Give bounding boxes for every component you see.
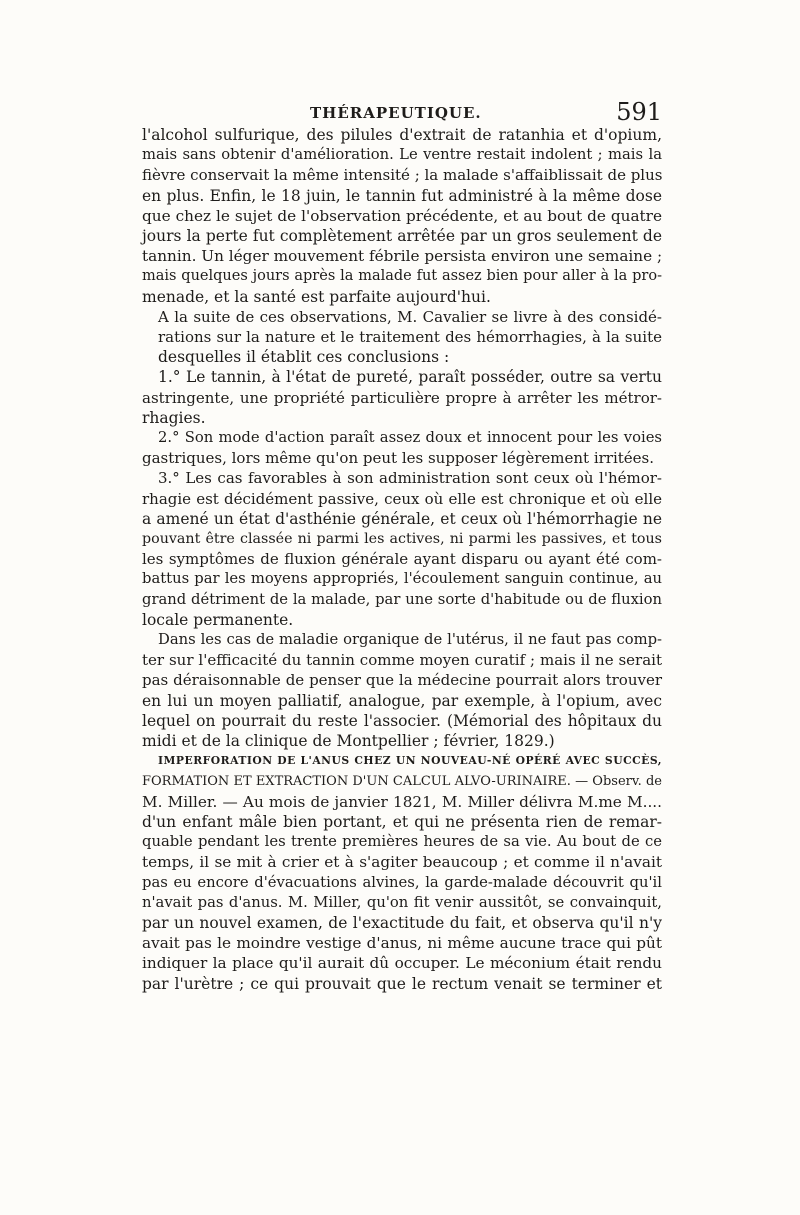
text-line: gastriques, lors même qu'on peut les supposer légèrement irritées. (142, 449, 655, 468)
text-line: en lui un moyen palliatif, analogue, par exemple, à l'opium, avec (142, 691, 662, 710)
text-line: tannin. Un léger mouvement fébrile persista environ une semaine ; (142, 247, 663, 266)
text-line: l'alcohol sulfurique, des pilules d'extrait de ratanhia et d'opium, (142, 126, 662, 144)
text-line: par un nouvel examen, de l'exactitude du fait, et observa qu'il n'y (142, 913, 662, 932)
paragraph-conclusion-3 (142, 468, 662, 630)
text-line: 3.° Les cas favorables à son administration sont ceux où l'hémor- (158, 469, 662, 488)
text-line: quable pendant les trente premières heures de sa vie. Au bout de ce (142, 833, 662, 851)
text-line: temps, il se mit à crier et à s'agiter beaucoup ; et comme il n'avait (142, 853, 662, 872)
page-body (142, 125, 662, 994)
text-line: jours la perte fut complètement arrêtée par un gros seulement de (142, 227, 662, 246)
paragraph-imperforation (142, 751, 662, 993)
text-line: a amené un état d'asthénie générale, et ceux où l'hémorrhagie ne (142, 509, 662, 528)
text-line: astringente, une propriété particulière propre à arrêter les métror- (142, 388, 662, 407)
text-line: 1.° Le tannin, à l'état de pureté, paraît posséder, outre sa vertu (158, 368, 662, 387)
text-line: lequel on pourrait du reste l'associer. (Mémorial des hôpitaux du (142, 711, 662, 730)
text-line: mais quelques jours après la malade fut assez bien pour aller à la pro- (142, 268, 662, 285)
text-line: rhagie est décidément passive, ceux où elle est chronique et où elle (142, 489, 662, 508)
text-line: avait pas le moindre vestige d'anus, ni même aucune trace qui pût (142, 934, 662, 953)
text-line: Dans les cas de maladie organique de l'utérus, il ne faut pas comp- (158, 631, 662, 649)
text-line: rations sur la nature et le traitement des hémorrhagies, à la suite (158, 328, 662, 347)
text-line: menade, et la santé est parfaite aujourd'hui. (142, 287, 491, 306)
text-line: n'avait pas d'anus. M. Miller, qu'on fit venir aussitôt, se convainquit, (142, 893, 662, 911)
text-line: A la suite de ces observations, M. Cavalier se livre à des considé- (158, 307, 662, 326)
text-line: grand détriment de la malade, par une sorte d'habitude ou de fluxion (142, 590, 662, 608)
text-line: ter sur l'efficacité du tannin comme moyen curatif ; mais il ne serait (142, 651, 662, 670)
section-heading-line: IMPERFORATION DE L'ANUS CHEZ UN NOUVEAU-NÉ OPÉRÉ AVEC SUCCÈS, (158, 754, 662, 768)
page-number: 591 (616, 98, 662, 126)
text-line: indiquer la place qu'il aurait dû occuper. Le méconium était rendu (142, 954, 662, 973)
text-line: battus par les moyens appropriés, l'écoulement sanguin continue, au (142, 570, 662, 588)
text-line: 2.° Son mode d'action paraît assez doux et innocent pour les voies (158, 429, 662, 447)
text-line: fièvre conservait la même intensité ; la malade s'affaiblissait de plus (142, 166, 663, 185)
text-line: par l'urètre ; ce qui prouvait que le rectum venait se terminer et (142, 974, 662, 993)
text-line: desquelles il établit ces conclusions : (158, 348, 450, 367)
text-line: pas eu encore d'évacuations alvines, la garde-malade découvrit qu'il (142, 873, 662, 891)
text-line: les symptômes de fluxion générale ayant disparu ou ayant été com- (142, 550, 662, 569)
text-line: M. Miller. — Au mois de janvier 1821, M. Miller délivra M.me M.... (142, 792, 662, 811)
paragraph-conclusions-intro (142, 307, 662, 368)
text-line: FORMATION ET EXTRACTION D'UN CALCUL ALVO-URINAIRE. — Observ. de (142, 773, 662, 789)
paragraph-conclusion-1 (142, 367, 662, 428)
text-line: d'un enfant mâle bien portant, et qui ne présenta rien de remar- (142, 812, 662, 831)
text-line: que chez le sujet de l'observation précédente, et au bout de quatre (142, 206, 662, 225)
page-header (142, 98, 662, 128)
text-line: mais sans obtenir d'amélioration. Le ventre restait indolent ; mais la (142, 146, 662, 164)
text-line: rhagies. (142, 408, 206, 427)
text-line: pouvant être classée ni parmi les actives, ni parmi les passives, et tous (142, 531, 662, 548)
paragraph-continuation (142, 125, 662, 307)
paragraph-uterus (142, 630, 662, 751)
text-line: locale permanente. (142, 610, 294, 629)
text-line: pas déraisonnable de penser que la médecine pourrait alors trouver (142, 671, 662, 690)
running-title: THÉRAPEUTIQUE. (310, 104, 482, 122)
text-line: en plus. Enfin, le 18 juin, le tannin fut administré à la même dose (142, 186, 662, 205)
text-line: midi et de la clinique de Montpellier ; février, 1829.) (142, 732, 555, 751)
paragraph-conclusion-2 (142, 428, 662, 468)
